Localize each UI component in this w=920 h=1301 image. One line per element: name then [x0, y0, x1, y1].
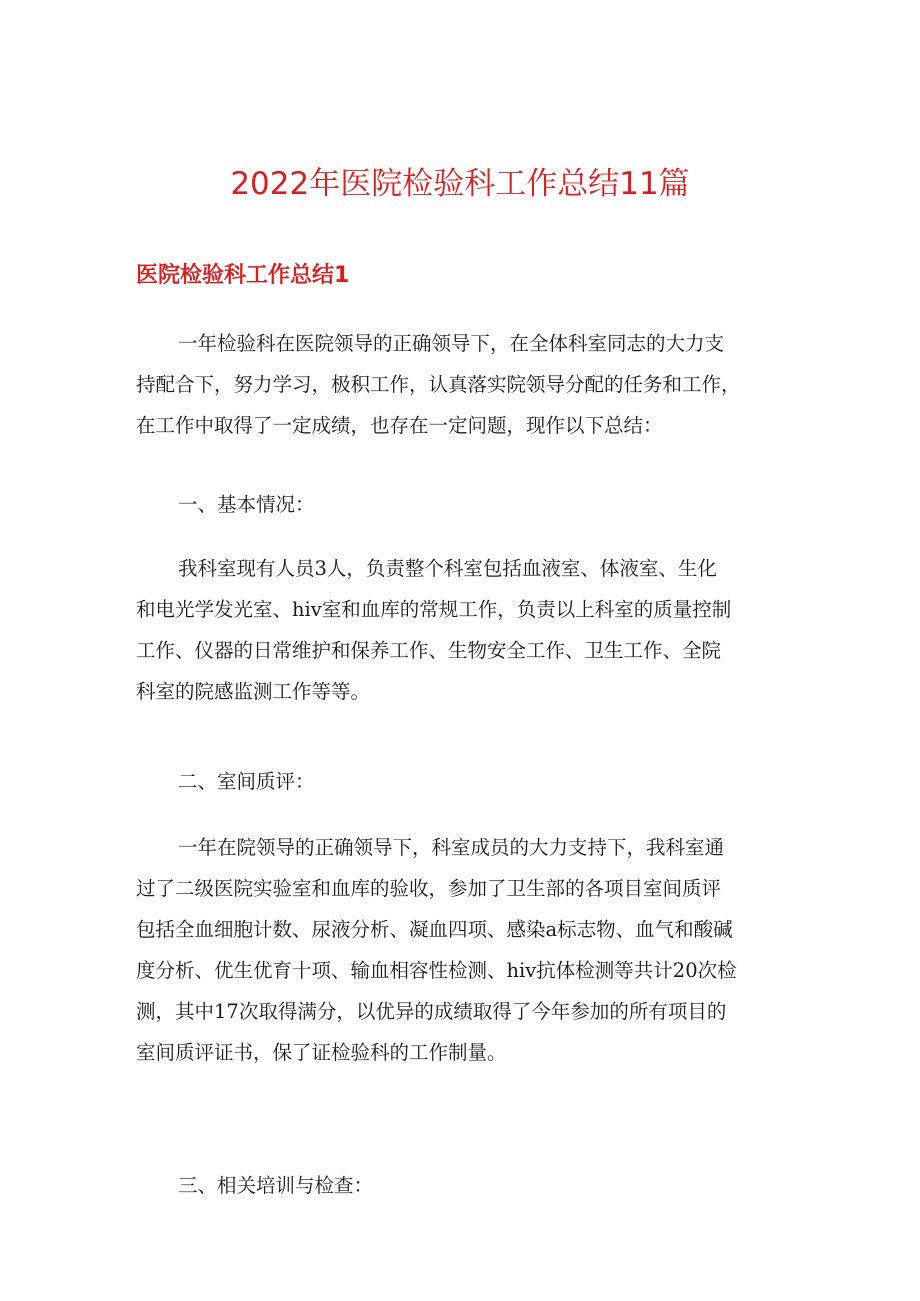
paragraph-line: 包括全血细胞计数、尿液分析、凝血四项、感染a标志物、血气和酸碱: [136, 918, 733, 941]
paragraph-line: 过了二级医院实验室和血库的验收，参加了卫生部的各项目室间质评: [136, 877, 722, 900]
quality-paragraph: [136, 827, 796, 1073]
paragraph-line: 室间质评证书，保了证检验科的工作制量。: [136, 1041, 507, 1064]
basic-paragraph: [136, 548, 796, 712]
document-title: 2022年医院检验科工作总结11篇: [230, 166, 690, 202]
intro-paragraph: [136, 323, 796, 446]
paragraph-line: 科室的院感监测工作等等。: [136, 680, 371, 703]
paragraph-line: 测，其中17次取得满分，以优异的成绩取得了今年参加的所有项目的: [136, 1000, 727, 1023]
paragraph-line: 度分析、优生优育十项、输血相容性检测、hiv抗体检测等共计20次检: [136, 959, 737, 982]
paragraph-line: 持配合下，努力学习，极积工作，认真落实院领导分配的任务和工作，: [136, 373, 741, 396]
paragraph-line: 和电光学发光室、hiv室和血库的常规工作，负责以上科室的质量控制: [136, 598, 732, 621]
paragraph-line: 工作、仪器的日常维护和保养工作、生物安全工作、卫生工作、全院: [136, 639, 722, 662]
section-heading: 医院检验科工作总结1: [136, 263, 350, 288]
paragraph-line: 一年检验科在医院领导的正确领导下，在全体科室同志的大力支: [178, 332, 725, 355]
subheading-quality: 二、室间质评：: [178, 770, 315, 793]
paragraph-line: 我科室现有人员3人，负责整个科室包括血液室、体液室、生化: [178, 557, 717, 580]
subheading-training: 三、相关培训与检查：: [178, 1174, 374, 1197]
subheading-basic: 一、基本情况：: [178, 493, 315, 516]
paragraph-line: 在工作中取得了一定成绩，也存在一定问题，现作以下总结：: [136, 414, 663, 437]
paragraph-line: 一年在院领导的正确领导下，科室成员的大力支持下，我科室通: [178, 836, 725, 859]
